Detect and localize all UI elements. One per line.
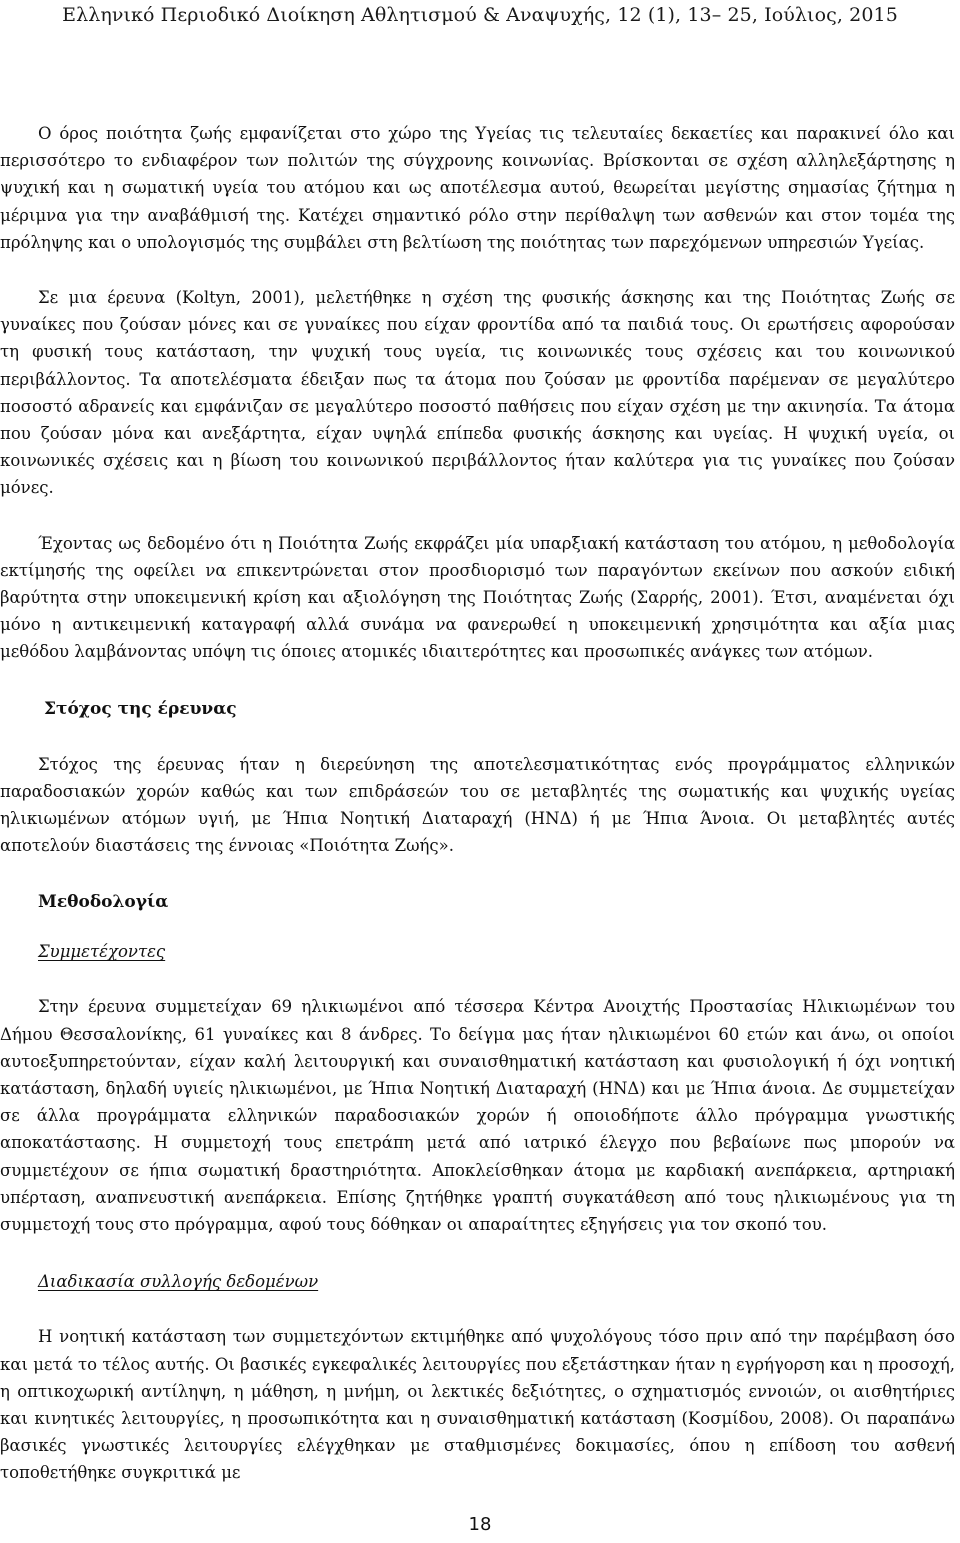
subheading-data-collection: Διαδικασία συλλογής δεδομένων: [38, 1272, 319, 1292]
page-number: 18: [468, 1514, 492, 1535]
paragraph-koltyn-study: Σε μια έρευνα (Koltyn, 2001), μελετήθηκε η σχέση της φυσικής άσκησης και της Ποιότητας Ζωής σε γυναίκες που ζούσαν μόνες και σε γυναίκες που είχαν φροντίδα από τα παιδιά τους. Οι ερωτήσεις αφορούσαν τη φυσική τους κατάσταση, την ψυχική τους υγεία, τις κοινωνικές τους σχέσεις και του κοινωνικού περιβάλλοντος. Τα αποτελέσματα έδειξαν πως τα άτομα που ζούσαν με φροντίδα παρέμεναν σε μεγαλύτερο ποσοστό αδρανείς και εμφάνιζαν σε μεγαλύτερο ποσοστό παθήσεις που είχαν σχέση με την ακινησία. Τα άτομα που ζούσαν μόνα και ανεξάρτητα, είχαν υψηλά επίπεδα φυσικής άσκησης και υγείας. Η ψυχική υγεία, οι κοινωνικές σχέσεις και η βίωση του κοινωνικού περιβάλλοντος ήταν καλύτερα για τις γυναίκες που ζούσαν μόνες.: [0, 288, 955, 498]
paragraph-research-aim: Στόχος της έρευνας ήταν η διερεύνηση της αποτελεσματικότητας ενός προγράμματος ελληνικών παραδοσιακών χορών καθώς και των επιδράσεών του σε μεταβλητές της σωματικής και ψυχικής υγείας ηλικιωμένων ατόμων υγιή, με Ήπια Νοητική Διαταραχή (ΗΝΔ) ή με Ήπια Άνοια. Οι μεταβλητές αυτές αποτελούν διαστάσεις της έννοιας «Ποιότητα Ζωής».: [0, 754, 955, 856]
heading-methodology: Μεθοδολογία: [38, 892, 169, 913]
heading-research-aim: Στόχος της έρευνας: [44, 698, 237, 719]
paragraph-quality-of-life: Ο όρος ποιότητα ζωής εμφανίζεται στο χώρο της Υγείας τις τελευταίες δεκαετίες και παρακινεί όλο και περισσότερο το ενδιαφέρον των πολιτών της σύγχρονης κοινωνίας. Βρίσκονται σε σχέση αλληλεξάρτησης η ψυχική και η σωματική υγεία του ατόμου και ως αποτέλεσμα αυτού, θεωρείται μεγίστης σημασίας ζήτημα η μέριμνα για την αναβάθμισή της. Κατέχει σημαντικό ρόλο στην περίθαλψη των ασθενών και στον τομέα της πρόληψης και ο υπολογισμός της συμβάλει στη βελτίωση της ποιότητας των παρεχόμενων υπηρεσιών Υγείας.: [0, 124, 955, 252]
paragraph-participants: Στην έρευνα συμμετείχαν 69 ηλικιωμένοι από τέσσερα Κέντρα Ανοιχτής Προστασίας Ηλικιωμένων του Δήμου Θεσσαλονίκης, 61 γυναίκες και 8 άνδρες. Το δείγμα μας ήταν ηλικιωμένοι 60 ετών και άνω, οι οποίοι αυτοεξυπηρετούνταν, είχαν καλή λειτουργική και συναισθηματική κατάσταση και φυσιολογική ή όχι νοητική κατάσταση, δηλαδή υγιείς ηλικιωμένοι, με Ήπια Νοητική Διαταραχή (ΗΝΔ) και με Ήπια άνοια. Δε συμμετείχαν σε άλλα προγράμματα ελληνικών παραδοσιακών χορών ή οποιοδήποτε άλλο πρόγραμμα γνωστικής αποκατάστασης. Η συμμετοχή τους επετράπη μετά από ιατρικό έλεγχο που βεβαίωνε πως μπορούν να συμμετέχουν σε ήπια σωματική δραστηριότητα. Αποκλείσθηκαν άτομα με καρδιακή ανεπάρκεια, αρτηριακή υπέρταση, αναπνευστική ανεπάρκεια. Επίσης ζητήθηκε γραπτή συγκατάθεση από τους ηλικιωμένους για τη συμμετοχή τους στο πρόγραμμα, αφού τους δόθηκαν οι απαραίτητες εξηγήσεις για τον σκοπό του.: [0, 997, 955, 1235]
subheading-participants: Συμμετέχοντες: [38, 942, 166, 962]
running-header: Ελληνικό Περιοδικό Διοίκηση Αθλητισμού & Αναψυχής, 12 (1), 13– 25, Ιούλιος, 2015: [62, 4, 898, 26]
paragraph-methodology-rationale: Έχοντας ως δεδομένο ότι η Ποιότητα Ζωής εκφράζει μία υπαρξιακή κατάσταση του ατόμου, η μεθοδολογία εκτίμησής της οφείλει να επικεντρώνεται στον προσδιορισμό των παραγόντων εκείνων που ασκούν ειδική βαρύτητα στην υποκειμενική κρίση και αξιολόγηση της Ποιότητας Ζωής (Σαρρής, 2001). Έτσι, αναμένεται όχι μόνο η αντικειμενική καταγραφή αλλά συνάμα να φανερωθεί η υποκειμενική χρησιμότητα και αξία μιας μεθόδου λαμβάνοντας υπόψη τις όποιες ατομικές ιδιαιτερότητες και προσωπικές ανάγκες των ατόμων.: [0, 533, 955, 662]
page-body: [0, 120, 955, 1487]
paragraph-data-collection: Η νοητική κατάσταση των συμμετεχόντων εκτιμήθηκε από ψυχολόγους τόσο πριν από την παρέμβαση όσο και μετά το τέλος αυτής. Οι βασικές εγκεφαλικές λειτουργίες που εξετάστηκαν ήταν η εγρήγορση και η προσοχή, η οπτικοχωρική αντίληψη, η μάθηση, η μνήμη, οι λεκτικές δεξιότητες, ο σχηματισμός εννοιών, οι αισθητήριες και κινητικές λειτουργίες, η προσωπικότητα και η συναισθηματική κατάσταση (Κοσμίδου, 2008). Οι παραπάνω βασικές γνωστικές λειτουργίες ελέγχθηκαν με σταθμισμένες δοκιμασίες, όπου η επίδοση του ασθενή τοποθετήθηκε συγκριτικά με: [0, 1327, 955, 1483]
